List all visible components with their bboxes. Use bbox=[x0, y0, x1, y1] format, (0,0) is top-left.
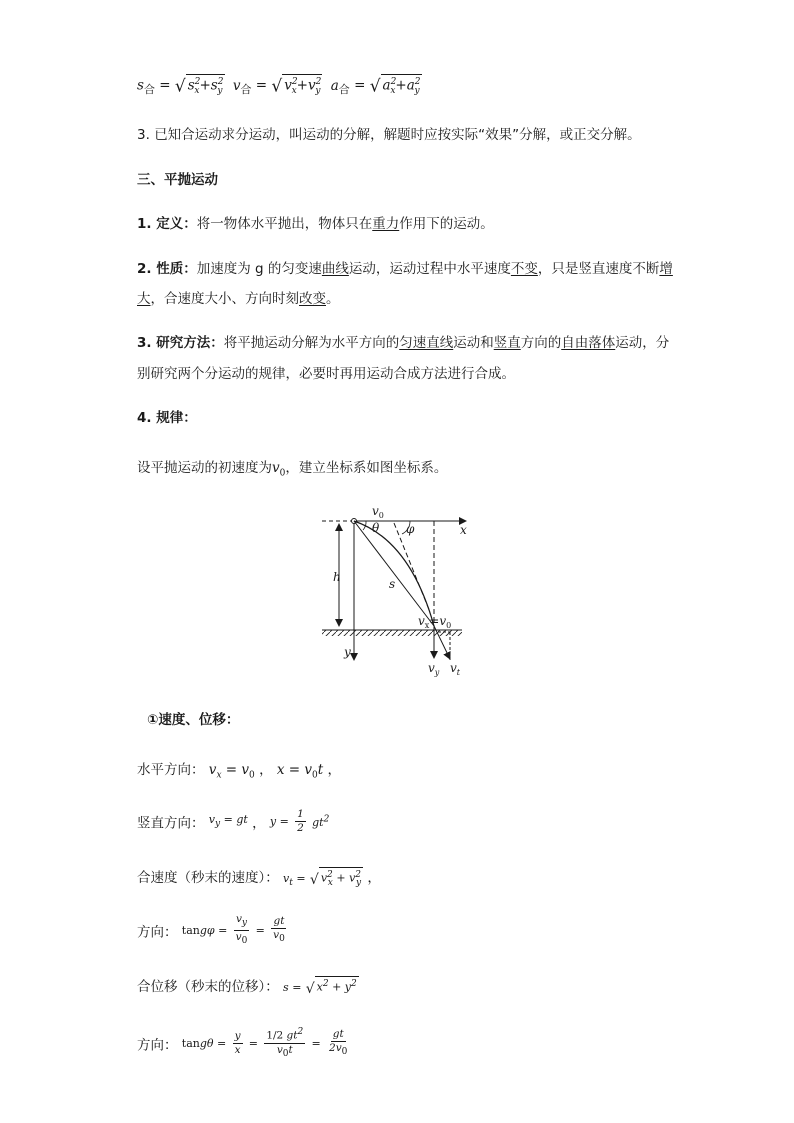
paragraph-rules: 4. 规律： bbox=[137, 410, 197, 426]
label-s: s bbox=[389, 577, 396, 591]
tangent-dash bbox=[394, 523, 430, 612]
row-vertical: 竖直方向： $v_y$ = gt ， y = $\frac{1}{2}$ $gt^2$ bbox=[137, 808, 330, 834]
paragraph-method-line1: 3. 研究方法：将平抛运动分解为水平方向的匀速直线运动和竖直方向的自由落体运动，分 bbox=[137, 335, 670, 351]
row-direction-velocity: 方向： tangφ = $\frac{v_y}{v_0}$ = $\frac{gt}{v_0}$ bbox=[137, 913, 285, 947]
paragraph-method-line2: 别研究两个分运动的规律，必要时再用运动合成方法进行合成。 bbox=[137, 366, 515, 382]
row-resultant-displacement: 合位移（秒末的位移）： s = √ $x^2 + y^2$ bbox=[137, 975, 359, 997]
label-v0: $v_0$ bbox=[372, 504, 384, 520]
projectile-diagram bbox=[318, 500, 498, 680]
label-h: h bbox=[333, 570, 341, 584]
intro-line: 设平抛运动的初速度为$v_0$，建立坐标系如图坐标系。 bbox=[137, 460, 448, 479]
label-vx: $v_x=v_0$ bbox=[418, 614, 452, 630]
label-theta: θ bbox=[372, 521, 380, 535]
label-y: y bbox=[344, 645, 351, 659]
row-resultant-velocity: 合速度（秒末的速度）： $v_t$ = √ $v^2_x + v^2_y$ ， bbox=[137, 866, 381, 891]
paragraph-nature-line2: 大，合速度大小、方向时刻改变。 bbox=[137, 291, 340, 307]
label-vt: $v_t$ bbox=[450, 661, 460, 677]
sub-title: ①速度、位移： bbox=[147, 712, 240, 728]
paragraph-nature-line1: 2. 性质：加速度为 g 的匀变速曲线运动，运动过程中水平速度不变，只是竖直速度不断增 bbox=[137, 261, 673, 277]
paragraph-definition: 1. 定义：将一物体水平抛出，物体只在重力作用下的运动。 bbox=[137, 216, 494, 232]
ground-hatch bbox=[322, 630, 462, 636]
label-phi: φ bbox=[406, 522, 415, 536]
item-3: 3. 已知合运动求分运动，叫运动的分解，解题时应按实际“效果”分解，或正交分解。 bbox=[137, 127, 641, 143]
label-x: x bbox=[460, 523, 467, 537]
formula-resultants: $s_合$ = √ $s^2_x+s^2_y$ $v_合$ = √ $v^2_x+v^2_y$ $a_合$ = √ $a^2_x+a^2_y$ bbox=[137, 74, 422, 99]
label-vy: $v_y$ bbox=[428, 661, 440, 677]
section-title: 三、平抛运动 bbox=[137, 172, 218, 188]
row-direction-displacement: 方向： tangθ = $\frac{y}{x}$ = $\frac{1/2 gt^2}{v_0t}$ = $\frac{gt}{2v_0}$ bbox=[137, 1027, 348, 1059]
row-horizontal: 水平方向： $v_x = v_0$ ， $x = v_0t$ ， bbox=[137, 762, 341, 781]
displacement-line bbox=[354, 521, 434, 626]
